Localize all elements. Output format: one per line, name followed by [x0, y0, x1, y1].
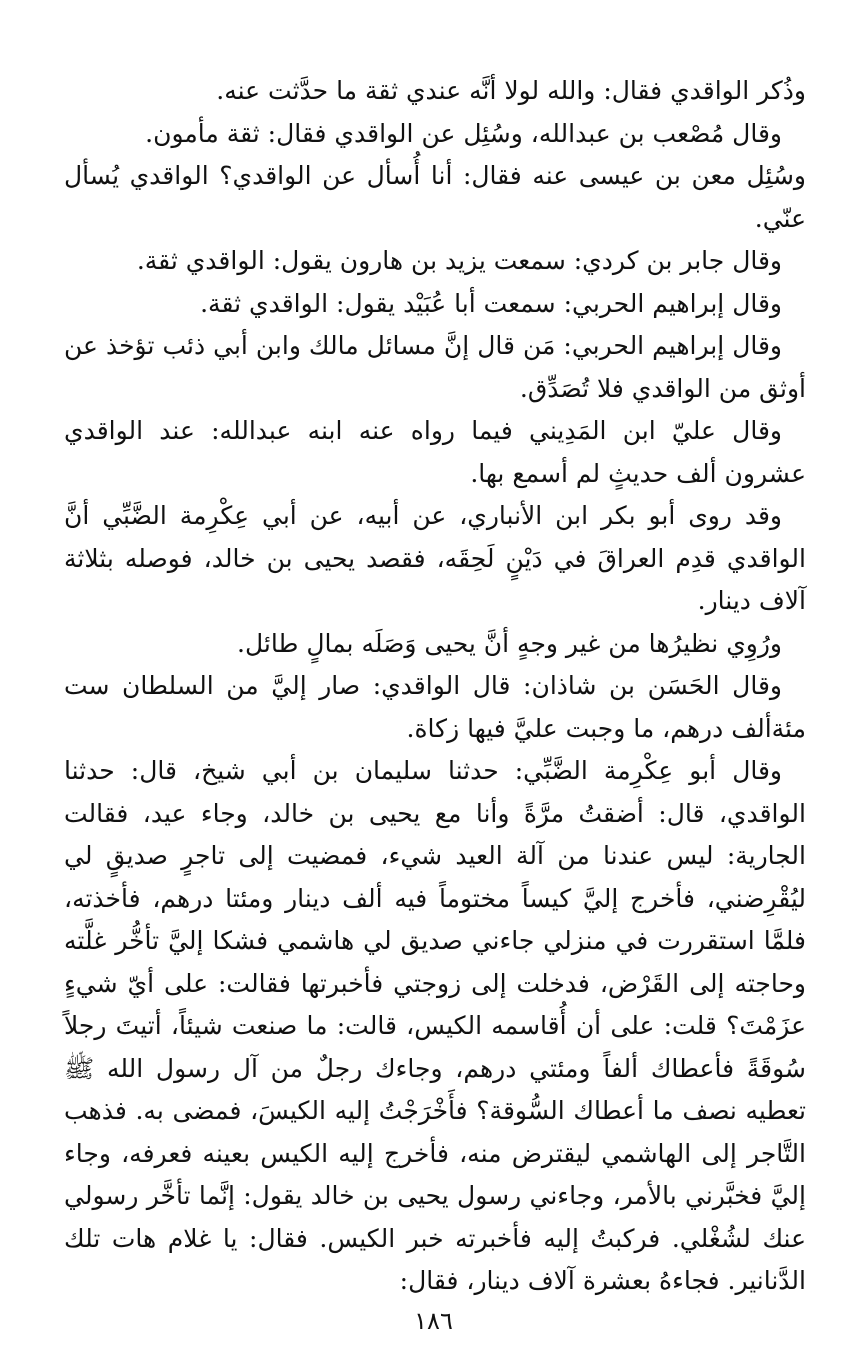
- paragraph-musab: وقال مُصْعب بن عبدالله، وسُئِل عن الواقدي فقال: ثقة مأمون.: [145, 118, 782, 148]
- paragraph-jabir: وقال جابر بن كردي: سمعت يزيد بن هارون يقول: الواقدي ثقة.: [136, 246, 782, 275]
- paragraph-hasan-shadhan: وقال الحَسَن بن شاذان: قال الواقدي: صار إليَّ من السلطان ست مئةألف درهم، ما وجبت عليَّ فيها زكاة.: [64, 671, 806, 743]
- paragraph-ali-madini: وقال عليّ ابن المَدِيني فيما رواه عنه ابنه عبدالله: عند الواقدي عشرون ألف حديثٍ لم أسمع بها.: [64, 416, 806, 488]
- paragraph-nazir: ورُوِي نظيرُها من غير وجهٍ أنَّ يحيى وَصَلَه بمالٍ طائل.: [237, 628, 782, 658]
- paragraph-ibrahim-abu-ubayd: وقال إبراهيم الحربي: سمعت أبا عُبَيْد يقول: الواقدي ثقة.: [200, 288, 782, 318]
- page-number: ١٨٦: [414, 1307, 453, 1335]
- paragraph-maan: وسُئِل معن بن عيسى عنه فقال: أنا أُسأل عن الواقدي؟ الواقدي يُسأل عنّي.: [64, 161, 806, 233]
- paragraph-anbari: وقد روى أبو بكر ابن الأنباري، عن أبيه، عن أبي عِكْرِمة الضَّبِّي أنَّ الواقدي قدِم العراقَ في دَيْنٍ لَحِقَه، فقصد يحيى بن خالد، فوصله بثلاثة آلاف دينار.: [64, 501, 806, 615]
- body-text: [64, 70, 806, 1303]
- paragraph-waqidi-trust: وذُكر الواقدي فقال: والله لولا أنَّه عندي ثقة ما حدَّثت عنه.: [216, 76, 806, 105]
- paragraph-abu-ikrima-story: وقال أبو عِكْرِمة الضَّبِّي: حدثنا سليمان بن أبي شيخ، قال: حدثنا الواقدي، قال: أضقتُ مرَّةً وأنا مع يحيى بن خالد، وجاء عيد، فقالت الجارية: ليس عندنا من آلة العيد شيء، فمضيت إلى تاجرٍ صديقٍ لي ليُقْرِضني، فأخرج إليَّ كيساً مختوماً فيه ألف دينار ومئتا درهم، فأخذته، فلمَّا استقررت في منزلي جاءني صديق لي هاشمي فشكا إليَّ تأخُّر غلَّته وحاجته إلى القَرْض، فدخلت إلى زوجتي فأخبرتها فقالت: على أيّ شيءٍ عزَمْتَ؟ قلت: على أن أُقاسمه الكيس، قالت: ما صنعت شيئاً، أتيتَ رجلاً سُوقَةً فأعطاك ألفاً ومئتي درهم، وجاءك رجلٌ من آل رسول الله ﷺ تعطيه نصف ما أعطاك السُّوقة؟ فأَخْرَجْتُ إليه الكيسَ، فمضى به. فذهب التَّاجر إلى الهاشمي ليقترض منه، فأخرج إليه الكيس بعينه فعرفه، وجاء إليَّ فخبَّرني بالأمر، وجاءني رسول يحيى بن خالد يقول: إنَّما تأخَّر رسولي عنك لشُغْلي. فركبتُ إليه فأخبرته خبر الكيس. فقال: يا غلام هات تلك الدَّنانير. فجاءهُ بعشرة آلاف دينار، فقال:: [64, 756, 806, 1295]
- paragraph-ibrahim-malik: وقال إبراهيم الحربي: مَن قال إنَّ مسائل مالك وابن أبي ذئب تؤخذ عن أوثق من الواقدي فلا تُصَدِّق.: [64, 331, 806, 403]
